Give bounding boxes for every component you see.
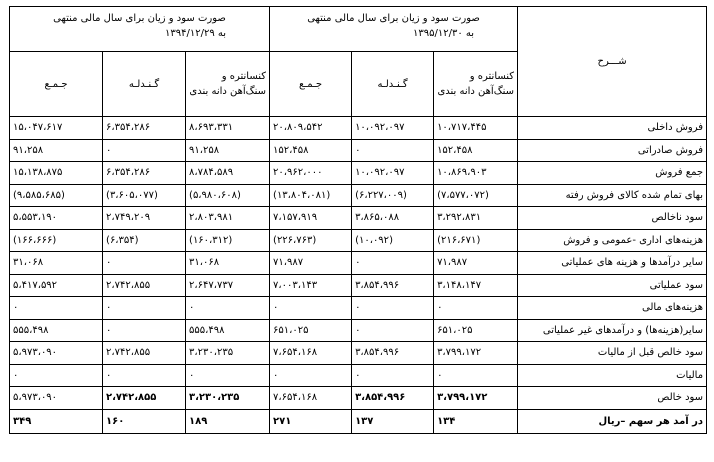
- table-row: [10, 184, 707, 207]
- row-value: (۶،۲۲۷،۰۰۹): [352, 184, 434, 207]
- row-value: ۷،۱۵۷،۹۱۹: [270, 207, 352, 230]
- row-value: ۱۶۰: [103, 409, 186, 433]
- row-value: ۷۱،۹۸۷: [434, 252, 518, 275]
- period-header-1394: [10, 7, 270, 52]
- row-value: ۵،۴۱۷،۵۹۲: [10, 274, 103, 297]
- income-statement: [9, 6, 706, 434]
- row-value: ۳،۲۹۲،۸۳۱: [434, 207, 518, 230]
- row-value: ۰: [270, 364, 352, 387]
- row-value: ۰: [352, 139, 434, 162]
- row-value: ۷۱،۹۸۷: [270, 252, 352, 275]
- table-row: [10, 364, 707, 387]
- row-label: سایر(هزینه‌ها) و درآمدهای غیر عملیاتی: [518, 319, 707, 342]
- row-value: ۲۰،۸۰۹،۵۴۲: [270, 117, 352, 140]
- row-value: ۰: [10, 364, 103, 387]
- row-value: ۰: [10, 297, 103, 320]
- column-header-pellet-1394: گـنـدلـه: [103, 52, 186, 117]
- row-value: ۵۵۵،۴۹۸: [10, 319, 103, 342]
- row-value: ۰: [186, 364, 270, 387]
- table-row: [10, 319, 707, 342]
- column-header-concentrate-1394: کنسانتره و سنگ‌آهن دانه بندی: [186, 52, 270, 117]
- row-value: (۶،۳۵۴): [103, 229, 186, 252]
- row-label: در آمد هر سهم –ریال: [518, 409, 707, 433]
- row-value: ۲،۷۴۲،۸۵۵: [103, 342, 186, 365]
- description-header: شـــرح: [518, 7, 707, 117]
- row-value: ۰: [352, 319, 434, 342]
- row-value: ۲،۸۰۳،۹۸۱: [186, 207, 270, 230]
- row-value: ۱۰،۷۱۷،۴۴۵: [434, 117, 518, 140]
- row-value: (۱۶۶،۶۶۶): [10, 229, 103, 252]
- row-label: سود خالص: [518, 387, 707, 410]
- row-value: ۶۵۱،۰۲۵: [270, 319, 352, 342]
- row-label: هزینه‌های مالی: [518, 297, 707, 320]
- row-value: ۱۵،۰۴۷،۶۱۷: [10, 117, 103, 140]
- row-value: ۳،۲۳۰،۲۳۵: [186, 387, 270, 410]
- row-value: ۰: [434, 297, 518, 320]
- table-row: [10, 207, 707, 230]
- table-row: [10, 252, 707, 275]
- row-label: هزینه‌های اداری -عمومی و فروش: [518, 229, 707, 252]
- row-value: ۵،۹۷۳،۰۹۰: [10, 342, 103, 365]
- row-value: ۷،۶۵۴،۱۶۸: [270, 387, 352, 410]
- row-value: ۱۵۲،۴۵۸: [270, 139, 352, 162]
- row-value: ۲،۷۴۹،۲۰۹: [103, 207, 186, 230]
- row-value: ۱۵،۱۳۸،۸۷۵: [10, 162, 103, 185]
- row-value: ۲۷۱: [270, 409, 352, 433]
- table-row: [10, 139, 707, 162]
- row-value: ۳،۷۹۹،۱۷۲: [434, 387, 518, 410]
- row-value: ۰: [103, 297, 186, 320]
- row-value: ۱۰،۰۹۲،۰۹۷: [352, 162, 434, 185]
- row-value: (۳،۶۰۵،۰۷۷): [103, 184, 186, 207]
- row-value: (۲۱۶،۶۷۱): [434, 229, 518, 252]
- row-value: ۵،۵۵۳،۱۹۰: [10, 207, 103, 230]
- row-value: ۳،۲۳۰،۲۳۵: [186, 342, 270, 365]
- row-value: ۳،۷۹۹،۱۷۲: [434, 342, 518, 365]
- row-label: فروش داخلی: [518, 117, 707, 140]
- row-label: سایر درآمدها و هزینه های عملیاتی: [518, 252, 707, 275]
- period-date: به ۱۳۹۴/۱۲/۲۹: [164, 28, 227, 39]
- row-value: ۵۵۵،۴۹۸: [186, 319, 270, 342]
- row-value: ۱۳۷: [352, 409, 434, 433]
- row-value: ۰: [103, 319, 186, 342]
- period-header-1395: [270, 7, 518, 52]
- table-row: [10, 409, 707, 433]
- row-value: (۹،۵۸۵،۶۸۵): [10, 184, 103, 207]
- row-value: (۱۰،۰۹۲): [352, 229, 434, 252]
- row-label: سود خالص قبل از مالیات: [518, 342, 707, 365]
- row-label: سود عملیاتی: [518, 274, 707, 297]
- row-value: (۷،۵۷۷،۰۷۲): [434, 184, 518, 207]
- row-value: (۵،۹۸۰،۶۰۸): [186, 184, 270, 207]
- row-value: ۹۱،۲۵۸: [186, 139, 270, 162]
- column-header-pellet-1395: گـنـدلـه: [352, 52, 434, 117]
- row-value: ۰: [270, 297, 352, 320]
- row-value: ۲،۷۴۲،۸۵۵: [103, 274, 186, 297]
- row-value: ۳،۸۶۵،۰۸۸: [352, 207, 434, 230]
- row-value: ۳،۱۴۸،۱۴۷: [434, 274, 518, 297]
- row-label: جمع فروش: [518, 162, 707, 185]
- row-value: ۵،۹۷۳،۰۹۰: [10, 387, 103, 410]
- column-header-concentrate-1395: کنسانتره و سنگ‌آهن دانه بندی: [434, 52, 518, 117]
- row-value: ۲،۷۴۲،۸۵۵: [103, 387, 186, 410]
- row-value: ۰: [352, 252, 434, 275]
- period-date: به ۱۳۹۵/۱۲/۳۰: [413, 28, 475, 39]
- table-row: [10, 162, 707, 185]
- row-value: ۱۳۴: [434, 409, 518, 433]
- table-row: [10, 387, 707, 410]
- row-value: ۶۵۱،۰۲۵: [434, 319, 518, 342]
- row-value: ۳۱،۰۶۸: [10, 252, 103, 275]
- row-label: مالیات: [518, 364, 707, 387]
- row-value: ۰: [103, 139, 186, 162]
- table-row: [10, 229, 707, 252]
- row-value: ۱۰،۰۹۲،۰۹۷: [352, 117, 434, 140]
- row-value: ۱۰،۸۶۹،۹۰۳: [434, 162, 518, 185]
- row-value: ۳۴۹: [10, 409, 103, 433]
- table-row: [10, 117, 707, 140]
- statement-rows: [10, 117, 707, 434]
- row-label: فروش صادراتی: [518, 139, 707, 162]
- row-value: ۱۵۲،۴۵۸: [434, 139, 518, 162]
- row-value: ۱۸۹: [186, 409, 270, 433]
- column-header-total-1395: جـمـع: [270, 52, 352, 117]
- row-value: ۰: [352, 364, 434, 387]
- row-value: ۸،۶۹۳،۳۳۱: [186, 117, 270, 140]
- row-value: (۱۳،۸۰۴،۰۸۱): [270, 184, 352, 207]
- row-value: ۳،۸۵۴،۹۹۶: [352, 387, 434, 410]
- row-value: ۸،۷۸۴،۵۸۹: [186, 162, 270, 185]
- row-value: ۳۱،۰۶۸: [186, 252, 270, 275]
- row-value: ۰: [186, 297, 270, 320]
- row-value: (۲۲۶،۷۶۳): [270, 229, 352, 252]
- column-header-total-1394: جـمـع: [10, 52, 103, 117]
- table-row: [10, 274, 707, 297]
- table-row: [10, 297, 707, 320]
- period-title: صورت سود و زیان برای سال مالی منتهی: [307, 13, 480, 24]
- row-label: سود ناخالص: [518, 207, 707, 230]
- row-value: ۰: [103, 252, 186, 275]
- row-value: ۰: [352, 297, 434, 320]
- income-statement-table: [9, 6, 707, 434]
- row-label: بهای تمام شده کالای فروش رفته: [518, 184, 707, 207]
- row-value: (۱۶۰،۳۱۲): [186, 229, 270, 252]
- row-value: ۹۱،۲۵۸: [10, 139, 103, 162]
- row-value: ۶،۳۵۴،۲۸۶: [103, 162, 186, 185]
- row-value: ۳،۸۵۴،۹۹۶: [352, 342, 434, 365]
- row-value: ۶،۳۵۴،۲۸۶: [103, 117, 186, 140]
- table-row: [10, 342, 707, 365]
- row-value: ۷،۰۰۳،۱۴۳: [270, 274, 352, 297]
- row-value: ۷،۶۵۴،۱۶۸: [270, 342, 352, 365]
- row-value: ۰: [103, 364, 186, 387]
- row-value: ۲،۶۴۷،۷۳۷: [186, 274, 270, 297]
- row-value: ۲۰،۹۶۲،۰۰۰: [270, 162, 352, 185]
- period-title: صورت سود و زیان برای سال مالی منتهی: [53, 13, 226, 24]
- row-value: ۰: [434, 364, 518, 387]
- row-value: ۳،۸۵۴،۹۹۶: [352, 274, 434, 297]
